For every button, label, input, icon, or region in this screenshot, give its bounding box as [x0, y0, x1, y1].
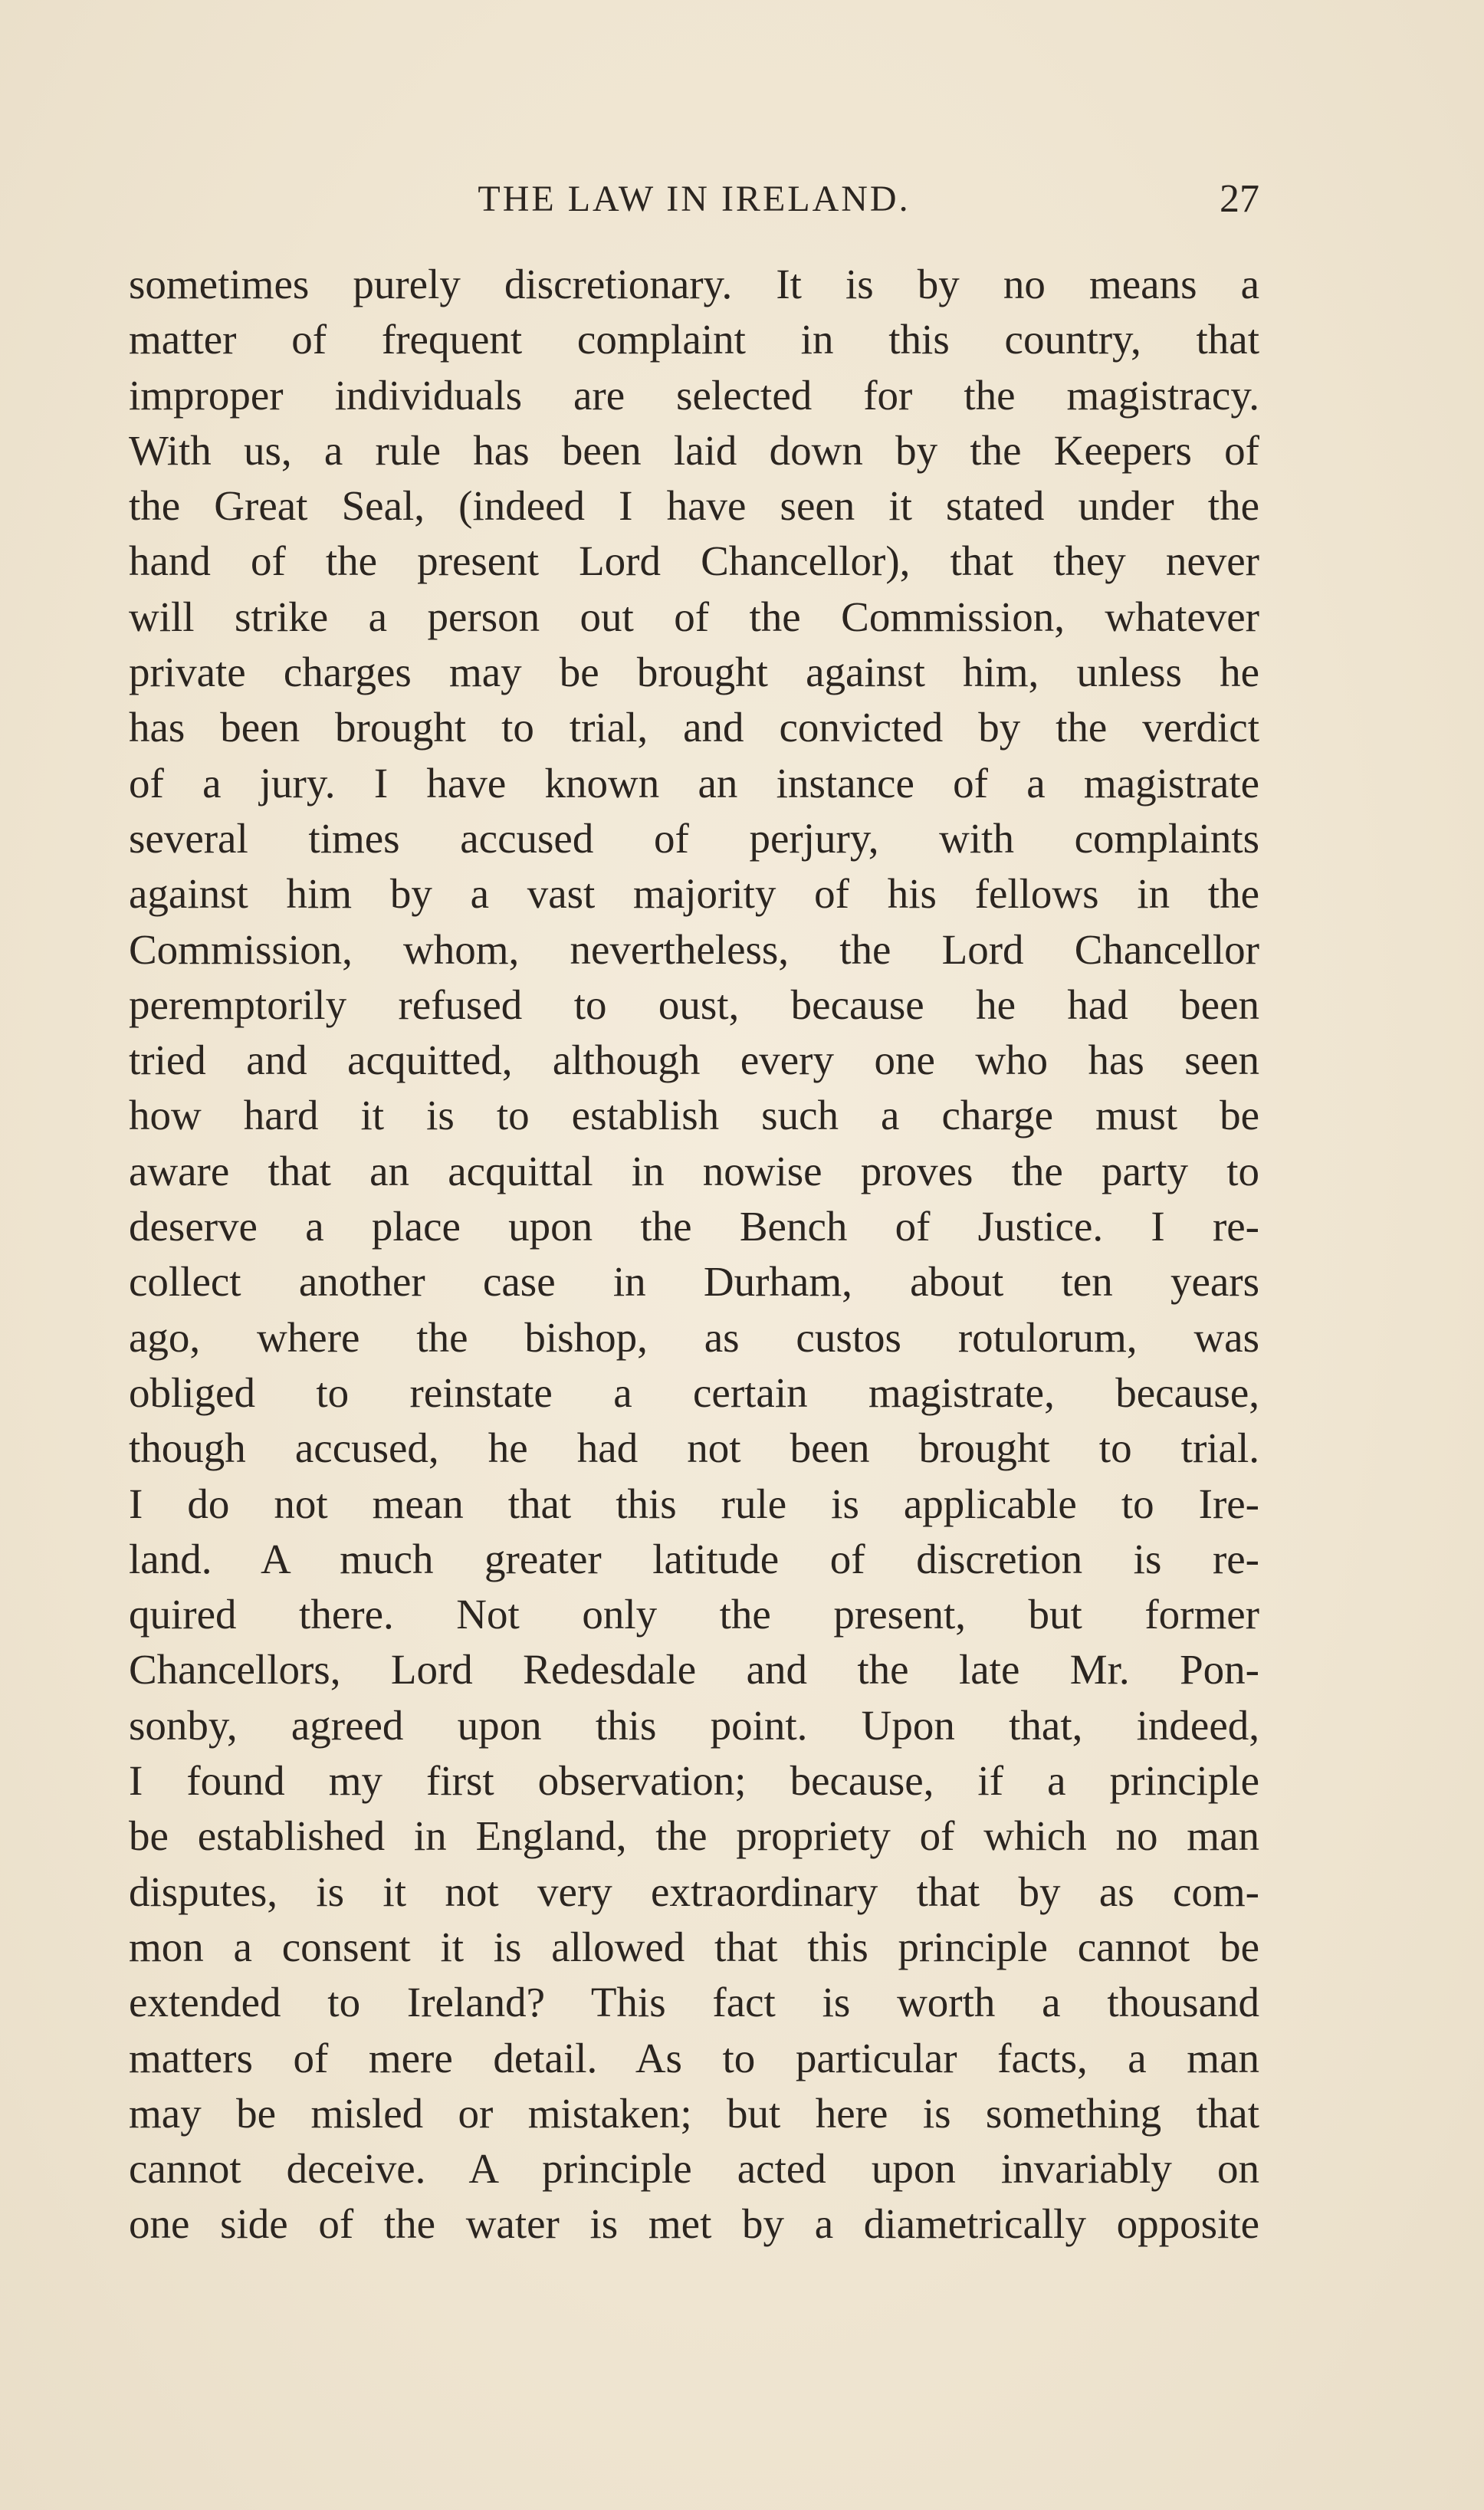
text-line: the Great Seal, (indeed I have seen it stated under the [129, 482, 1259, 530]
text-line: sonby, agreed upon this point. Upon that, indeed, [129, 1701, 1259, 1749]
text-line: improper individuals are selected for the magistracy. [129, 371, 1259, 419]
text-line: disputes, is it not very extraordinary that by as com- [129, 1868, 1259, 1915]
text-line: collect another case in Durham, about ten years [129, 1258, 1259, 1306]
text-line: obliged to reinstate a certain magistrate, because, [129, 1368, 1259, 1416]
text-line: With us, a rule has been laid down by the Keepers of [129, 426, 1259, 474]
text-line: I found my first observation; because, if a principle [129, 1757, 1259, 1805]
text-line: land. A much greater latitude of discretion is re- [129, 1535, 1259, 1582]
text-line: ago, where the bishop, as custos rotulorum, was [129, 1313, 1259, 1361]
page-header [129, 172, 1259, 226]
text-line: has been brought to trial, and convicted by the verdict [129, 704, 1259, 751]
text-line: several times accused of perjury, with complaints [129, 814, 1259, 862]
text-line: tried and acquitted, although every one who has seen [129, 1037, 1259, 1084]
running-head: THE LAW IN IRELAND. [478, 179, 911, 219]
text-line: mon a consent it is allowed that this principle cannot be [129, 1923, 1259, 1970]
text-line: hand of the present Lord Chancellor), that they never [129, 537, 1259, 585]
text-line: extended to Ireland? This fact is worth a thousand [129, 1979, 1259, 2026]
text-line: quired there. Not only the present, but former [129, 1591, 1259, 1638]
text-line: be established in England, the propriety of which no man [129, 1812, 1259, 1860]
page-number: 27 [1220, 177, 1259, 221]
text-line: Chancellors, Lord Redesdale and the late Mr. Pon- [129, 1646, 1259, 1694]
text-line: though accused, he had not been brought to trial. [129, 1424, 1259, 1472]
text-line: will strike a person out of the Commission, whatever [129, 593, 1259, 640]
text-line: one side of the water is met by a diametrically opposite [129, 2200, 1259, 2248]
text-line: of a jury. I have known an instance of a magistrate [129, 759, 1259, 807]
text-line: matters of mere detail. As to particular facts, a man [129, 2034, 1259, 2081]
text-line: matter of frequent complaint in this country, that [129, 316, 1259, 363]
text-line: how hard it is to establish such a charge must be [129, 1092, 1259, 1139]
body-text [129, 257, 1259, 2252]
text-line: sometimes purely discretionary. It is by no means a [129, 261, 1259, 307]
text-line: cannot deceive. A principle acted upon invariably on [129, 2145, 1259, 2193]
text-line: peremptorily refused to oust, because he had been [129, 981, 1259, 1028]
text-line: private charges may be brought against him, unless he [129, 649, 1259, 696]
text-line: against him by a vast majority of his fellows in the [129, 870, 1259, 918]
text-line: aware that an acquittal in nowise proves the party to [129, 1147, 1259, 1194]
text-line: may be misled or mistaken; but here is something that [129, 2089, 1259, 2137]
text-line: deserve a place upon the Bench of Justice. I re- [129, 1203, 1259, 1250]
text-line: I do not mean that this rule is applicable to Ire- [129, 1480, 1259, 1527]
text-line: Commission, whom, nevertheless, the Lord Chancellor [129, 925, 1259, 973]
